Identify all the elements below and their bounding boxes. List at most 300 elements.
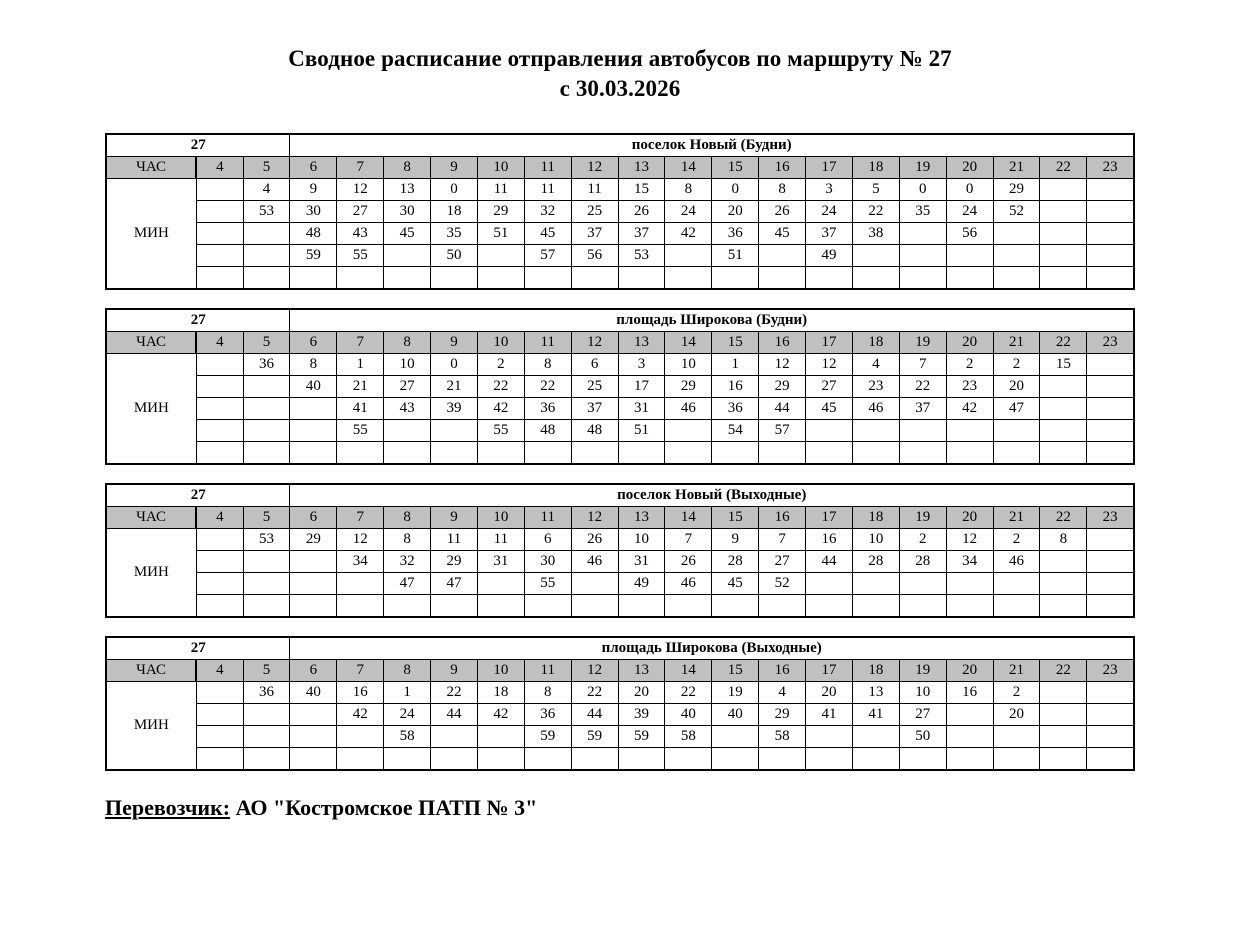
minute-cell: 23 xyxy=(946,376,993,398)
minute-cell: 55 xyxy=(337,420,384,442)
hour-cell: 6 xyxy=(290,507,337,529)
hour-cell: 22 xyxy=(1040,507,1087,529)
minute-cell: 4 xyxy=(852,354,899,376)
minute-cell: 8 xyxy=(1040,529,1087,551)
minute-cell: 25 xyxy=(571,376,618,398)
minute-cell xyxy=(431,595,478,618)
hour-label: ЧАС xyxy=(106,157,196,179)
minute-cell xyxy=(243,573,290,595)
minute-cell: 51 xyxy=(477,223,524,245)
minute-cell xyxy=(899,223,946,245)
minute-cell: 8 xyxy=(524,354,571,376)
minute-cell: 37 xyxy=(571,223,618,245)
minute-cell xyxy=(337,267,384,290)
table-row xyxy=(106,223,1134,245)
minute-cell: 47 xyxy=(431,573,478,595)
minute-cell: 15 xyxy=(618,179,665,201)
minute-cell: 24 xyxy=(665,201,712,223)
table-row xyxy=(106,551,1134,573)
hour-cell: 11 xyxy=(524,332,571,354)
minute-cell xyxy=(852,245,899,267)
minute-cell xyxy=(196,420,243,442)
minute-cell: 28 xyxy=(712,551,759,573)
minute-cell: 15 xyxy=(1040,354,1087,376)
minute-cell: 58 xyxy=(384,726,431,748)
schedule-blocks xyxy=(0,133,1240,771)
hour-cell: 23 xyxy=(1087,332,1134,354)
minute-cell: 10 xyxy=(665,354,712,376)
schedule-title-row xyxy=(106,134,1134,157)
minute-cell: 2 xyxy=(477,354,524,376)
minute-cell: 9 xyxy=(712,529,759,551)
table-row xyxy=(106,682,1134,704)
table-row xyxy=(106,420,1134,442)
minute-cell: 36 xyxy=(524,704,571,726)
minute-cell: 35 xyxy=(431,223,478,245)
minute-cell: 58 xyxy=(665,726,712,748)
minute-cell: 36 xyxy=(712,398,759,420)
minute-cell: 43 xyxy=(384,398,431,420)
hour-cell: 11 xyxy=(524,507,571,529)
hour-header-row xyxy=(106,157,1134,179)
minute-cell: 17 xyxy=(618,376,665,398)
minute-cell xyxy=(290,573,337,595)
hour-cell: 6 xyxy=(290,332,337,354)
hour-cell: 5 xyxy=(243,332,290,354)
hour-cell: 14 xyxy=(665,507,712,529)
hour-cell: 10 xyxy=(477,157,524,179)
hour-cell: 10 xyxy=(477,507,524,529)
minute-cell xyxy=(196,573,243,595)
minute-cell: 1 xyxy=(337,354,384,376)
minute-cell xyxy=(946,442,993,465)
minute-cell: 42 xyxy=(665,223,712,245)
hour-cell: 8 xyxy=(384,332,431,354)
minute-cell: 57 xyxy=(524,245,571,267)
minute-cell xyxy=(946,748,993,771)
minute-cell xyxy=(571,748,618,771)
minute-cell xyxy=(1040,595,1087,618)
minute-cell: 1 xyxy=(384,682,431,704)
minute-cell: 6 xyxy=(524,529,571,551)
hour-cell: 7 xyxy=(337,507,384,529)
minute-cell xyxy=(806,442,853,465)
minute-cell xyxy=(665,595,712,618)
hour-cell: 18 xyxy=(852,507,899,529)
hour-cell: 13 xyxy=(618,332,665,354)
hour-cell: 19 xyxy=(899,660,946,682)
route-stop-name: поселок Новый (Выходные) xyxy=(290,484,1134,507)
minute-cell xyxy=(1087,529,1134,551)
minute-cell: 23 xyxy=(852,376,899,398)
minute-cell xyxy=(243,704,290,726)
minute-cell xyxy=(196,267,243,290)
hour-cell: 9 xyxy=(431,507,478,529)
minute-cell: 59 xyxy=(571,726,618,748)
minute-cell xyxy=(290,398,337,420)
minute-cell xyxy=(431,726,478,748)
minute-cell xyxy=(759,442,806,465)
schedule-table xyxy=(105,483,1135,618)
hour-cell: 23 xyxy=(1087,157,1134,179)
minute-cell xyxy=(899,595,946,618)
schedule-title-row xyxy=(106,309,1134,332)
minute-cell xyxy=(290,748,337,771)
minute-cell: 46 xyxy=(665,573,712,595)
minute-cell xyxy=(1040,245,1087,267)
minute-cell xyxy=(1087,201,1134,223)
minute-cell xyxy=(1040,201,1087,223)
minute-cell: 48 xyxy=(571,420,618,442)
minute-cell xyxy=(852,267,899,290)
hour-cell: 9 xyxy=(431,157,478,179)
minute-cell: 22 xyxy=(524,376,571,398)
minute-cell: 59 xyxy=(618,726,665,748)
table-row xyxy=(106,529,1134,551)
minute-cell xyxy=(1087,398,1134,420)
minute-cell: 0 xyxy=(946,179,993,201)
minute-cell: 56 xyxy=(571,245,618,267)
minute-cell: 26 xyxy=(759,201,806,223)
minute-cell xyxy=(852,748,899,771)
table-row xyxy=(106,573,1134,595)
table-row xyxy=(106,267,1134,290)
hour-cell: 17 xyxy=(806,157,853,179)
minute-cell: 34 xyxy=(946,551,993,573)
hour-cell: 15 xyxy=(712,157,759,179)
minute-cell xyxy=(384,420,431,442)
hour-cell: 19 xyxy=(899,507,946,529)
hour-cell: 21 xyxy=(993,157,1040,179)
minute-cell: 8 xyxy=(524,682,571,704)
minute-cell: 10 xyxy=(618,529,665,551)
minute-cell: 55 xyxy=(524,573,571,595)
minute-cell: 11 xyxy=(431,529,478,551)
hour-cell: 23 xyxy=(1087,660,1134,682)
minute-cell xyxy=(384,267,431,290)
minute-cell xyxy=(290,442,337,465)
minute-cell: 16 xyxy=(946,682,993,704)
minute-cell: 0 xyxy=(712,179,759,201)
minute-cell xyxy=(946,595,993,618)
minute-cell: 43 xyxy=(337,223,384,245)
hour-cell: 17 xyxy=(806,507,853,529)
minute-cell xyxy=(1040,267,1087,290)
minute-cell: 24 xyxy=(946,201,993,223)
minute-cell xyxy=(618,748,665,771)
minute-cell xyxy=(524,442,571,465)
minute-cell: 59 xyxy=(290,245,337,267)
minute-cell xyxy=(852,573,899,595)
minute-cell xyxy=(1087,267,1134,290)
minute-cell xyxy=(290,267,337,290)
table-row xyxy=(106,704,1134,726)
hour-cell: 20 xyxy=(946,660,993,682)
minute-cell xyxy=(431,420,478,442)
minute-cell: 11 xyxy=(477,529,524,551)
minute-cell: 12 xyxy=(946,529,993,551)
minute-cell xyxy=(946,245,993,267)
minute-cell xyxy=(196,595,243,618)
minute-cell: 4 xyxy=(243,179,290,201)
minute-cell xyxy=(477,245,524,267)
hour-cell: 20 xyxy=(946,332,993,354)
minute-cell: 41 xyxy=(806,704,853,726)
minute-cell: 20 xyxy=(618,682,665,704)
minute-cell xyxy=(477,726,524,748)
hour-cell: 12 xyxy=(571,332,618,354)
minute-cell xyxy=(384,595,431,618)
table-row xyxy=(106,595,1134,618)
hour-cell: 9 xyxy=(431,332,478,354)
minute-cell xyxy=(899,573,946,595)
minute-cell: 30 xyxy=(524,551,571,573)
minute-cell xyxy=(243,748,290,771)
hour-cell: 15 xyxy=(712,332,759,354)
minute-cell: 50 xyxy=(899,726,946,748)
minute-cell xyxy=(1040,551,1087,573)
route-number: 27 xyxy=(106,484,290,507)
minute-cell: 7 xyxy=(899,354,946,376)
hour-cell: 20 xyxy=(946,157,993,179)
route-stop-name: площадь Широкова (Будни) xyxy=(290,309,1134,332)
minute-cell xyxy=(1040,573,1087,595)
minute-cell xyxy=(1087,551,1134,573)
hour-cell: 16 xyxy=(759,660,806,682)
minute-cell xyxy=(477,748,524,771)
hour-cell: 17 xyxy=(806,332,853,354)
minute-cell: 29 xyxy=(477,201,524,223)
minute-cell xyxy=(1087,179,1134,201)
minute-cell: 56 xyxy=(946,223,993,245)
hour-cell: 17 xyxy=(806,660,853,682)
hour-cell: 5 xyxy=(243,157,290,179)
minute-cell: 30 xyxy=(384,201,431,223)
minute-cell xyxy=(1087,245,1134,267)
minute-cell xyxy=(477,442,524,465)
minute-cell xyxy=(712,726,759,748)
minute-cell xyxy=(384,748,431,771)
minute-cell: 27 xyxy=(384,376,431,398)
hour-cell: 13 xyxy=(618,660,665,682)
min-label: МИН xyxy=(106,354,196,465)
minute-cell: 48 xyxy=(290,223,337,245)
minute-cell: 8 xyxy=(290,354,337,376)
hour-cell: 6 xyxy=(290,157,337,179)
minute-cell xyxy=(243,726,290,748)
minute-cell: 0 xyxy=(431,354,478,376)
carrier-name: АО "Костромское ПАТП № 3" xyxy=(235,795,538,820)
minute-cell xyxy=(196,551,243,573)
minute-cell xyxy=(993,726,1040,748)
title-line-2: с 30.03.2026 xyxy=(559,76,681,101)
schedule-table xyxy=(105,308,1135,465)
minute-cell xyxy=(712,267,759,290)
table-row xyxy=(106,398,1134,420)
hour-cell: 18 xyxy=(852,157,899,179)
hour-cell: 12 xyxy=(571,660,618,682)
hour-cell: 21 xyxy=(993,507,1040,529)
minute-cell: 45 xyxy=(806,398,853,420)
minute-cell xyxy=(1040,748,1087,771)
minute-cell: 55 xyxy=(337,245,384,267)
minute-cell xyxy=(1087,682,1134,704)
minute-cell xyxy=(993,245,1040,267)
minute-cell: 6 xyxy=(571,354,618,376)
minute-cell: 32 xyxy=(524,201,571,223)
minute-cell: 41 xyxy=(337,398,384,420)
minute-cell xyxy=(665,420,712,442)
minute-cell xyxy=(431,748,478,771)
minute-cell: 20 xyxy=(806,682,853,704)
hour-cell: 13 xyxy=(618,157,665,179)
minute-cell: 20 xyxy=(993,376,1040,398)
table-row xyxy=(106,748,1134,771)
minute-cell: 11 xyxy=(524,179,571,201)
minute-cell: 27 xyxy=(899,704,946,726)
table-row xyxy=(106,354,1134,376)
hour-cell: 12 xyxy=(571,507,618,529)
hour-cell: 14 xyxy=(665,660,712,682)
minute-cell xyxy=(243,595,290,618)
minute-cell: 13 xyxy=(384,179,431,201)
minute-cell xyxy=(993,223,1040,245)
minute-cell: 45 xyxy=(384,223,431,245)
min-label: МИН xyxy=(106,179,196,290)
minute-cell: 20 xyxy=(712,201,759,223)
minute-cell xyxy=(993,442,1040,465)
minute-cell xyxy=(243,551,290,573)
title-line-1: Сводное расписание отправления автобусов по маршруту № 27 xyxy=(288,46,952,71)
schedule-table xyxy=(105,133,1135,290)
hour-cell: 4 xyxy=(196,660,243,682)
minute-cell xyxy=(571,442,618,465)
table-row xyxy=(106,201,1134,223)
minute-cell xyxy=(899,245,946,267)
minute-cell xyxy=(1040,726,1087,748)
table-row xyxy=(106,245,1134,267)
minute-cell: 28 xyxy=(852,551,899,573)
minute-cell: 4 xyxy=(759,682,806,704)
minute-cell: 37 xyxy=(806,223,853,245)
minute-cell xyxy=(618,595,665,618)
minute-cell xyxy=(712,442,759,465)
minute-cell xyxy=(196,354,243,376)
minute-cell xyxy=(524,267,571,290)
minute-cell: 7 xyxy=(759,529,806,551)
hour-cell: 11 xyxy=(524,157,571,179)
minute-cell: 49 xyxy=(618,573,665,595)
minute-cell: 28 xyxy=(899,551,946,573)
minute-cell xyxy=(899,748,946,771)
hour-cell: 6 xyxy=(290,660,337,682)
minute-cell: 0 xyxy=(899,179,946,201)
minute-cell xyxy=(1040,704,1087,726)
minute-cell: 44 xyxy=(806,551,853,573)
hour-header-row xyxy=(106,507,1134,529)
minute-cell: 42 xyxy=(337,704,384,726)
hour-cell: 9 xyxy=(431,660,478,682)
minute-cell: 52 xyxy=(759,573,806,595)
minute-cell: 38 xyxy=(852,223,899,245)
minute-cell: 47 xyxy=(384,573,431,595)
hour-cell: 18 xyxy=(852,332,899,354)
route-number: 27 xyxy=(106,637,290,660)
hour-cell: 18 xyxy=(852,660,899,682)
minute-cell xyxy=(196,179,243,201)
hour-cell: 16 xyxy=(759,332,806,354)
minute-cell xyxy=(1040,179,1087,201)
minute-cell: 16 xyxy=(337,682,384,704)
minute-cell: 13 xyxy=(852,682,899,704)
hour-cell: 23 xyxy=(1087,507,1134,529)
minute-cell: 26 xyxy=(618,201,665,223)
schedule-block xyxy=(105,308,1135,465)
minute-cell xyxy=(946,726,993,748)
hour-cell: 16 xyxy=(759,507,806,529)
minute-cell xyxy=(290,551,337,573)
route-stop-name: площадь Широкова (Выходные) xyxy=(290,637,1134,660)
minute-cell: 45 xyxy=(712,573,759,595)
route-stop-name: поселок Новый (Будни) xyxy=(290,134,1134,157)
minute-cell xyxy=(993,267,1040,290)
minute-cell: 9 xyxy=(290,179,337,201)
minute-cell: 26 xyxy=(665,551,712,573)
minute-cell: 31 xyxy=(618,551,665,573)
minute-cell: 7 xyxy=(665,529,712,551)
minute-cell xyxy=(384,442,431,465)
minute-cell: 16 xyxy=(806,529,853,551)
minute-cell: 29 xyxy=(759,704,806,726)
minute-cell xyxy=(1087,704,1134,726)
hour-label: ЧАС xyxy=(106,507,196,529)
minute-cell: 53 xyxy=(243,529,290,551)
minute-cell: 2 xyxy=(993,682,1040,704)
minute-cell: 37 xyxy=(899,398,946,420)
minute-cell xyxy=(477,573,524,595)
minute-cell xyxy=(806,595,853,618)
minute-cell xyxy=(337,442,384,465)
minute-cell: 22 xyxy=(431,682,478,704)
minute-cell: 2 xyxy=(946,354,993,376)
minute-cell: 29 xyxy=(665,376,712,398)
minute-cell xyxy=(806,573,853,595)
minute-cell: 2 xyxy=(899,529,946,551)
minute-cell xyxy=(665,748,712,771)
min-label: МИН xyxy=(106,529,196,618)
minute-cell xyxy=(196,223,243,245)
minute-cell: 8 xyxy=(759,179,806,201)
minute-cell xyxy=(196,726,243,748)
minute-cell: 10 xyxy=(899,682,946,704)
minute-cell: 45 xyxy=(524,223,571,245)
minute-cell xyxy=(243,398,290,420)
minute-cell: 36 xyxy=(524,398,571,420)
minute-cell: 31 xyxy=(618,398,665,420)
minute-cell xyxy=(290,595,337,618)
minute-cell: 2 xyxy=(993,529,1040,551)
hour-cell: 14 xyxy=(665,332,712,354)
minute-cell xyxy=(290,420,337,442)
minute-cell: 51 xyxy=(712,245,759,267)
minute-cell xyxy=(196,376,243,398)
minute-cell: 11 xyxy=(477,179,524,201)
hour-cell: 14 xyxy=(665,157,712,179)
minute-cell: 58 xyxy=(759,726,806,748)
minute-cell: 22 xyxy=(899,376,946,398)
minute-cell: 42 xyxy=(946,398,993,420)
minute-cell: 36 xyxy=(243,354,290,376)
